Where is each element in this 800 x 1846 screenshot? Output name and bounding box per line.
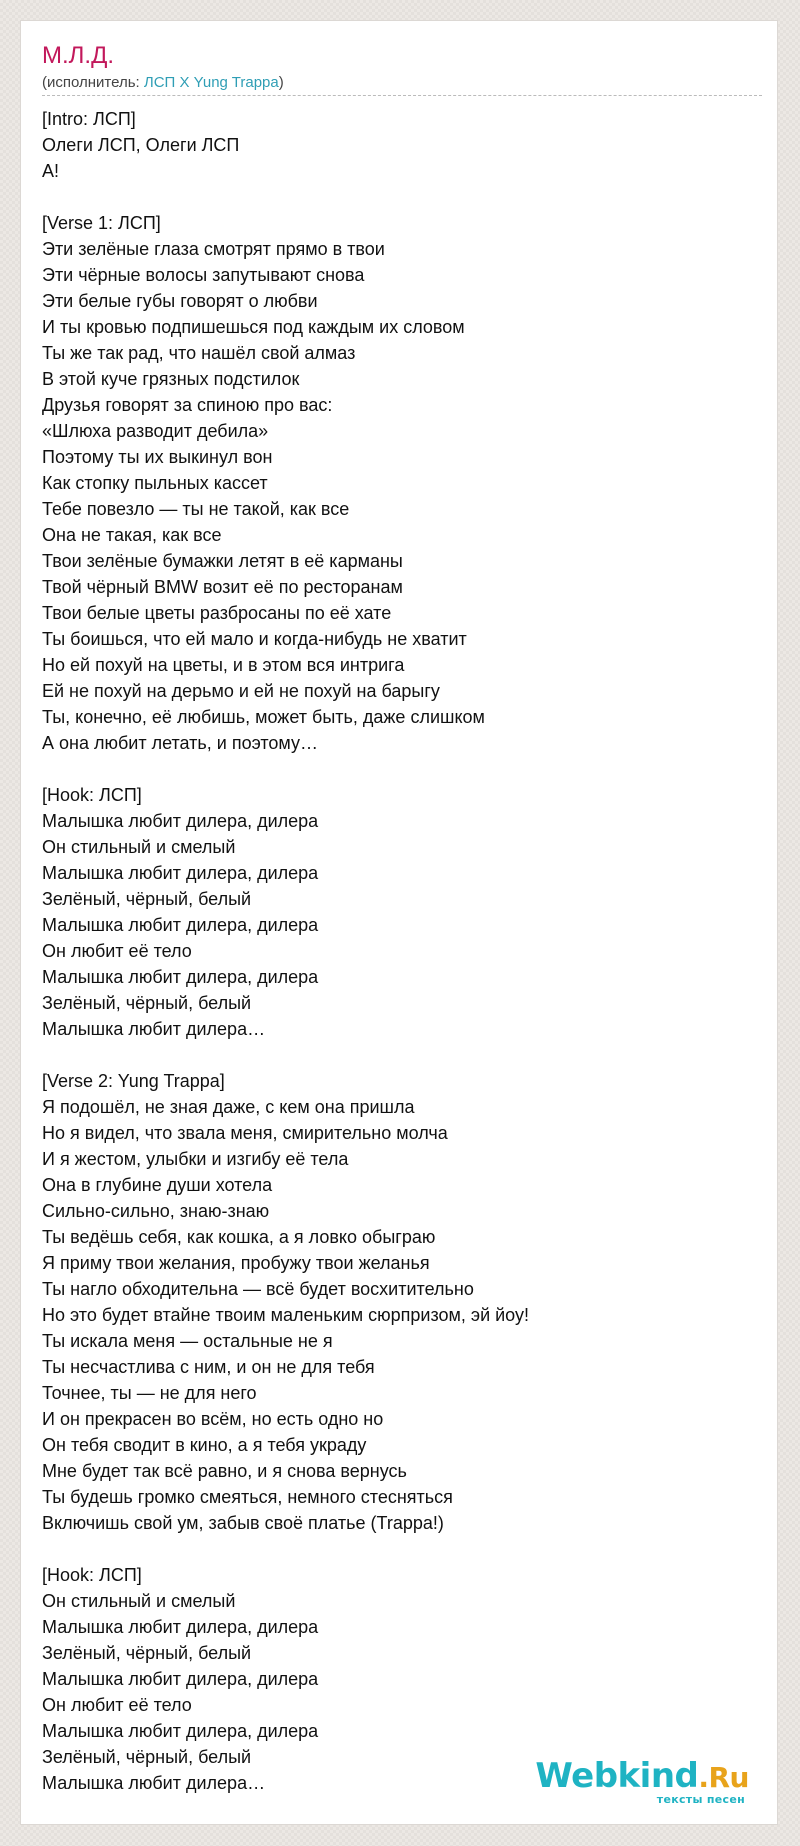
lyrics-card bbox=[20, 20, 778, 1825]
lyric-line: Твои зелёные бумажки летят в её карманы bbox=[42, 551, 403, 571]
lyric-line: Зелёный, чёрный, белый bbox=[42, 889, 252, 909]
lyric-line: Ты ведёшь себя, как кошка, а я ловко обыграю bbox=[42, 1227, 436, 1247]
logo-tagline: тексты песен bbox=[656, 1793, 745, 1806]
performer-line bbox=[42, 73, 284, 93]
lyric-line: Зелёный, чёрный, белый bbox=[42, 1747, 252, 1767]
lyric-line: [Verse 2: Yung Trappa] bbox=[42, 1071, 225, 1091]
lyric-line: [Verse 1: ЛСП] bbox=[42, 213, 161, 233]
lyric-line: Малышка любит дилера, дилера bbox=[42, 1721, 319, 1741]
lyric-line: Ей не похуй на дерьмо и ей не похуй на барыгу bbox=[42, 681, 440, 701]
lyric-line: Малышка любит дилера… bbox=[42, 1019, 266, 1039]
lyric-line: Малышка любит дилера, дилера bbox=[42, 863, 319, 883]
lyric-line: Но это будет втайне твоим маленьким сюрпризом, эй йоу! bbox=[42, 1305, 529, 1325]
lyric-line: Малышка любит дилера… bbox=[42, 1773, 266, 1793]
lyrics-text bbox=[42, 106, 742, 1796]
lyric-line: Малышка любит дилера, дилера bbox=[42, 811, 319, 831]
lyric-blank-line bbox=[42, 756, 742, 782]
lyric-line: Эти чёрные волосы запутывают снова bbox=[42, 265, 365, 285]
lyric-line: Он любит её тело bbox=[42, 1695, 192, 1715]
lyric-line: Ты же так рад, что нашёл свой алмаз bbox=[42, 343, 356, 363]
lyric-line: Зелёный, чёрный, белый bbox=[42, 1643, 252, 1663]
lyric-line: Малышка любит дилера, дилера bbox=[42, 1617, 319, 1637]
webkind-logo[interactable] bbox=[535, 1756, 749, 1806]
lyric-line: Эти зелёные глаза смотрят прямо в твои bbox=[42, 239, 385, 259]
lyric-line: И он прекрасен во всём, но есть одно но bbox=[42, 1409, 384, 1429]
lyric-line: [Hook: ЛСП] bbox=[42, 785, 142, 805]
lyric-line: Точнее, ты — не для него bbox=[42, 1383, 257, 1403]
lyric-line: И я жестом, улыбки и изгибу её тела bbox=[42, 1149, 349, 1169]
lyric-line: [Intro: ЛСП] bbox=[42, 109, 136, 129]
lyric-line: Ты искала меня — остальные не я bbox=[42, 1331, 333, 1351]
lyric-line: «Шлюха разводит дебила» bbox=[42, 421, 269, 441]
lyric-line: Но я видел, что звала меня, смирительно молча bbox=[42, 1123, 448, 1143]
logo-main-text: Webkind bbox=[535, 1756, 699, 1796]
performer-link[interactable]: ЛСП Х Yung Trappa bbox=[143, 74, 279, 91]
lyric-line: Ты нагло обходительна — всё будет восхитительно bbox=[42, 1279, 474, 1299]
logo-tld: .Ru bbox=[698, 1761, 749, 1794]
lyric-line: Я подошёл, не зная даже, с кем она пришла bbox=[42, 1097, 415, 1117]
lyric-line: Малышка любит дилера, дилера bbox=[42, 967, 319, 987]
lyric-line: Ты, конечно, её любишь, может быть, даже слишком bbox=[42, 707, 485, 727]
lyric-line: Ты будешь громко смеяться, немного стесняться bbox=[42, 1487, 453, 1507]
lyric-line: Твои белые цветы разбросаны по её хате bbox=[42, 603, 392, 623]
lyric-blank-line bbox=[42, 184, 742, 210]
lyric-line: Эти белые губы говорят о любви bbox=[42, 291, 318, 311]
lyric-line: Он тебя сводит в кино, а я тебя украду bbox=[42, 1435, 367, 1455]
lyric-line: Он любит её тело bbox=[42, 941, 192, 961]
lyric-line: Ты несчастлива с ним, и он не для тебя bbox=[42, 1357, 375, 1377]
song-title: М.Л.Д. bbox=[42, 42, 114, 69]
lyric-line: Она не такая, как все bbox=[42, 525, 222, 545]
lyric-line: Он стильный и смелый bbox=[42, 837, 236, 857]
lyric-line: Поэтому ты их выкинул вон bbox=[42, 447, 273, 467]
lyric-line: Но ей похуй на цветы, и в этом вся интрига bbox=[42, 655, 405, 675]
lyric-line: Малышка любит дилера, дилера bbox=[42, 1669, 319, 1689]
lyric-line: Малышка любит дилера, дилера bbox=[42, 915, 319, 935]
logo-wordmark bbox=[535, 1756, 749, 1796]
lyric-line: Ты боишься, что ей мало и когда-нибудь не хватит bbox=[42, 629, 467, 649]
lyric-line: Я приму твои желания, пробужу твои желанья bbox=[42, 1253, 430, 1273]
performer-prefix: (исполнитель: bbox=[42, 74, 144, 91]
lyric-line: Тебе повезло — ты не такой, как все bbox=[42, 499, 350, 519]
lyric-line: Друзья говорят за спиною про вас: bbox=[42, 395, 333, 415]
lyric-line: В этой куче грязных подстилок bbox=[42, 369, 300, 389]
lyric-line: Олеги ЛСП, Олеги ЛСП bbox=[42, 135, 240, 155]
lyric-blank-line bbox=[42, 1042, 742, 1068]
performer-suffix: ) bbox=[278, 74, 284, 91]
lyric-blank-line bbox=[42, 1536, 742, 1562]
lyric-line: Сильно-сильно, знаю-знаю bbox=[42, 1201, 270, 1221]
lyric-line: А она любит летать, и поэтому… bbox=[42, 733, 319, 753]
lyric-line: [Hook: ЛСП] bbox=[42, 1565, 142, 1585]
lyric-line: Включишь свой ум, забыв своё платье (Trappa!) bbox=[42, 1513, 444, 1533]
lyric-line: Мне будет так всё равно, и я снова вернусь bbox=[42, 1461, 407, 1481]
lyric-line: Зелёный, чёрный, белый bbox=[42, 993, 252, 1013]
title-divider bbox=[42, 95, 762, 96]
lyric-line: И ты кровью подпишешься под каждым их словом bbox=[42, 317, 465, 337]
lyric-line: Она в глубине души хотела bbox=[42, 1175, 273, 1195]
lyric-line: Твой чёрный BMW возит её по ресторанам bbox=[42, 577, 403, 597]
lyric-line: Он стильный и смелый bbox=[42, 1591, 236, 1611]
lyric-line: А! bbox=[42, 161, 60, 181]
lyric-line: Как стопку пыльных кассет bbox=[42, 473, 268, 493]
